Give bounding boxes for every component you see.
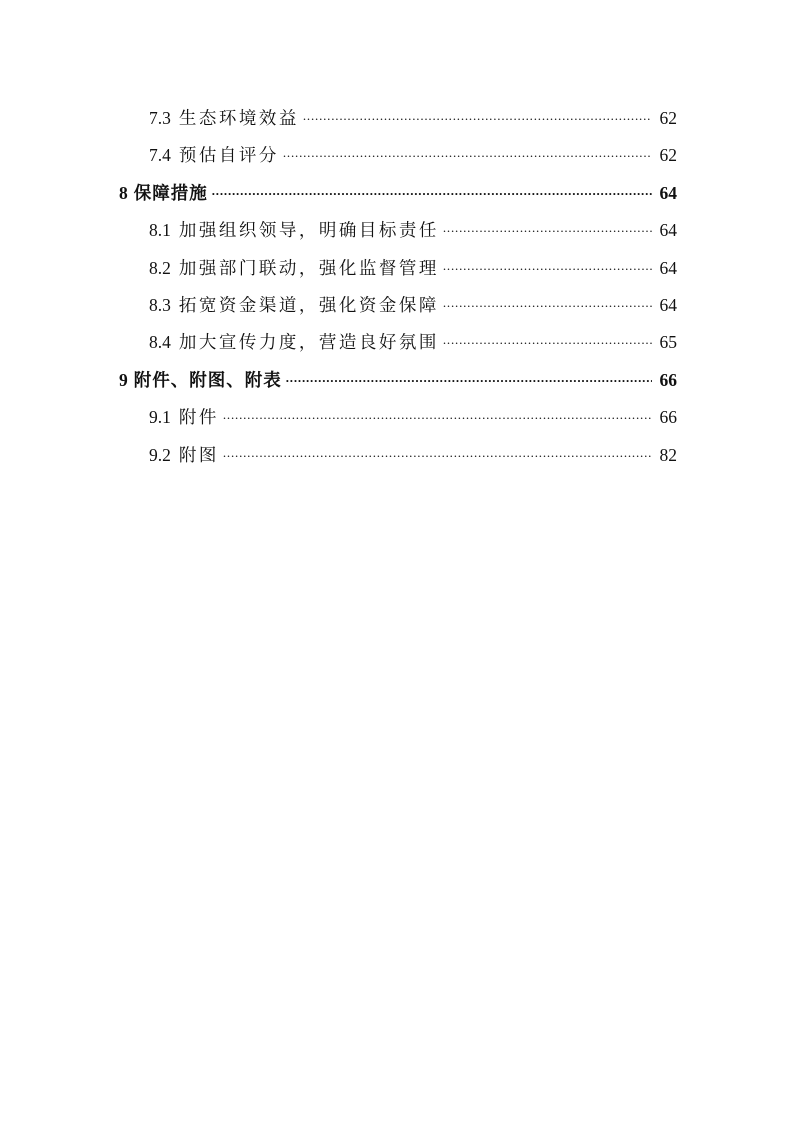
- toc-entry-number: 8.2: [149, 257, 171, 278]
- toc-dot-leader: [223, 434, 652, 471]
- toc-entry-8-2[interactable]: [0, 250, 677, 287]
- toc-dot-leader: [223, 396, 652, 433]
- toc-entry-7-4[interactable]: [0, 137, 677, 174]
- toc-entry-8-3[interactable]: [0, 287, 677, 324]
- toc-entry-title: 附件: [178, 408, 219, 429]
- toc-entry-number: 8: [119, 182, 128, 203]
- toc-entry-number: 7.4: [149, 145, 171, 166]
- toc-entry-number: 8.1: [149, 220, 171, 241]
- table-of-contents: [0, 100, 794, 474]
- toc-entry-page: 66: [659, 369, 677, 390]
- toc-entry-page: 64: [659, 257, 677, 278]
- toc-entry-9[interactable]: [0, 362, 677, 399]
- toc-entry-title: 加强组织领导，明确目标责任: [178, 221, 439, 242]
- toc-entry-title: 加大宣传力度，营造良好氛围: [178, 333, 439, 354]
- toc-entry-title: 附图: [178, 445, 219, 466]
- toc-entry-page: 64: [659, 182, 677, 203]
- toc-entry-7-3[interactable]: [0, 100, 677, 137]
- toc-entry-8-4[interactable]: [0, 324, 677, 361]
- toc-entry-page: 65: [659, 332, 677, 353]
- toc-entry-page: 62: [659, 145, 677, 166]
- toc-entry-8-1[interactable]: [0, 212, 677, 249]
- toc-entry-title: 生态环境效益: [178, 109, 299, 129]
- toc-entry-9-2[interactable]: [0, 437, 677, 474]
- toc-entry-title: 拓宽资金渠道，强化资金保障: [178, 295, 439, 316]
- toc-entry-page: 62: [659, 108, 677, 128]
- toc-entry-number: 8.3: [149, 294, 171, 315]
- toc-entry-8[interactable]: [0, 175, 677, 212]
- toc-entry-number: 7.3: [149, 108, 171, 128]
- toc-entry-page: 64: [659, 294, 677, 315]
- toc-dot-leader: [286, 359, 652, 396]
- toc-dot-leader: [443, 284, 652, 321]
- toc-entry-page: 66: [659, 407, 677, 428]
- toc-entry-title: 加强部门联动，强化监督管理: [178, 258, 439, 279]
- toc-entry-page: 64: [659, 220, 677, 241]
- toc-dot-leader: [303, 97, 652, 134]
- toc-dot-leader: [443, 321, 652, 358]
- toc-dot-leader: [443, 209, 652, 246]
- toc-entry-number: 8.4: [149, 332, 171, 353]
- toc-entry-title: 预估自评分: [178, 146, 279, 167]
- toc-entry-page: 82: [659, 444, 677, 465]
- toc-dot-leader: [283, 134, 652, 171]
- toc-entry-number: 9: [119, 369, 128, 390]
- toc-dot-leader: [212, 172, 652, 209]
- toc-dot-leader: [443, 247, 652, 284]
- toc-entry-title: 附件、附图、附表: [133, 370, 282, 391]
- toc-entry-number: 9.1: [149, 407, 171, 428]
- toc-entry-9-1[interactable]: [0, 399, 677, 436]
- toc-entry-number: 9.2: [149, 444, 171, 465]
- toc-entry-title: 保障措施: [133, 183, 208, 204]
